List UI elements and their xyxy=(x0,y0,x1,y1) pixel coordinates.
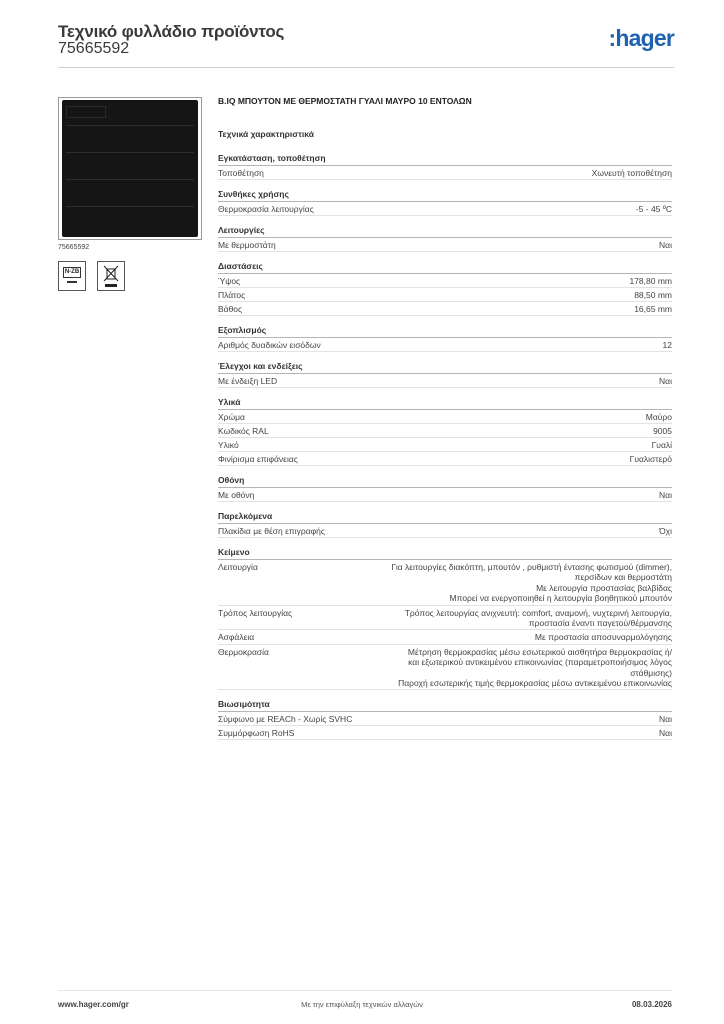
spec-group-title: Διαστάσεις xyxy=(218,261,672,274)
spec-value: -5 - 45 ºC xyxy=(635,204,672,214)
device-display xyxy=(66,106,106,118)
spec-group xyxy=(218,699,672,740)
spec-value-line: Με λειτουργία προστασίας βαλβίδας xyxy=(536,582,672,593)
spec-group-title: Έλεγχοι και ενδείξεις xyxy=(218,361,672,374)
spec-content xyxy=(218,96,672,749)
spec-group xyxy=(218,261,672,316)
spec-row xyxy=(218,424,672,438)
product-image xyxy=(58,97,202,240)
spec-group-title: Παρελκόμενα xyxy=(218,511,672,524)
spec-label: Συμμόρφωση RoHS xyxy=(218,728,295,739)
spec-row xyxy=(218,726,672,740)
spec-group xyxy=(218,547,672,690)
spec-value xyxy=(338,562,672,605)
nzb-icon: N-ZB xyxy=(63,267,81,278)
spec-group-title: Οθόνη xyxy=(218,475,672,488)
spec-row xyxy=(218,410,672,424)
hager-logo: :hager xyxy=(608,25,674,51)
spec-value: 88,50 mm xyxy=(634,290,672,300)
spec-group-title: Συνθήκες χρήσης xyxy=(218,189,672,202)
spec-value-line: και εξωτερικού αντικειμένου επικοινωνίας (παραμετροποιήσιμος λόγος xyxy=(408,657,672,668)
footer-website-link[interactable]: www.hager.com/gr xyxy=(58,1000,129,1009)
footer-divider xyxy=(58,990,672,991)
spec-row xyxy=(218,166,672,180)
nzb-badge xyxy=(58,261,86,291)
document-title: Τεχνικό φυλλάδιο προϊόντος xyxy=(58,22,285,41)
product-title: B.IQ ΜΠΟΥΤΟΝ ΜΕ ΘΕΡΜΟΣΤΑΤΗ ΓΥΑΛΙ ΜΑΥΡΟ 10 ΕΝΤΟΛΩΝ xyxy=(218,96,472,106)
spec-value: 178,80 mm xyxy=(629,276,672,286)
spec-group-title: Κείμενο xyxy=(218,547,672,560)
spec-row xyxy=(218,438,672,452)
spec-label: Κωδικός RAL xyxy=(218,426,269,436)
footer-date: 08.03.2026 xyxy=(631,1000,672,1009)
spec-label: Τοποθέτηση xyxy=(218,168,264,178)
spec-value: Μαύρο xyxy=(645,412,672,422)
spec-row xyxy=(218,302,672,316)
spec-value-line: περσίδων και θερμοστάτη xyxy=(574,572,672,583)
spec-value: Όχι xyxy=(659,526,672,536)
device-button-divider xyxy=(66,125,194,126)
spec-group xyxy=(218,225,672,252)
spec-value: Ναι xyxy=(659,490,672,500)
spec-value: Ναι xyxy=(659,376,672,386)
spec-label: Με θερμοστάτη xyxy=(218,240,276,250)
nzb-icon-base xyxy=(67,281,77,283)
spec-value: Ναι xyxy=(659,240,672,250)
spec-group-title: Εξοπλισμός xyxy=(218,325,672,338)
spec-group xyxy=(218,325,672,352)
device-button-divider xyxy=(66,152,194,153)
spec-group-title: Εγκατάσταση, τοποθέτηση xyxy=(218,153,672,166)
spec-value: 9005 xyxy=(653,426,672,436)
spec-group xyxy=(218,153,672,180)
image-caption: 75665592 xyxy=(58,244,90,251)
spec-label: Ύψος xyxy=(218,276,241,286)
spec-row xyxy=(218,488,672,502)
spec-row xyxy=(218,606,672,631)
spec-row xyxy=(218,288,672,302)
technical-characteristics-heading: Τεχνικά χαρακτηριστικά xyxy=(218,129,314,139)
spec-value-line: προστασία έναντι παγετού/θέρμανσης xyxy=(528,618,672,629)
spec-value: Ναι xyxy=(659,714,672,725)
spec-group xyxy=(218,511,672,538)
weee-bar-icon xyxy=(105,284,117,287)
spec-label: Χρώμα xyxy=(218,412,245,422)
document-product-code: 75665592 xyxy=(58,40,130,57)
spec-label: Με ένδειξη LED xyxy=(218,376,278,386)
spec-group xyxy=(218,189,672,216)
spec-label: Τρόπος λειτουργίας xyxy=(218,607,293,618)
spec-value xyxy=(338,632,672,643)
spec-row xyxy=(218,712,672,726)
spec-value: Γυαλί xyxy=(651,440,672,450)
spec-value: Ναι xyxy=(659,728,672,739)
spec-group xyxy=(218,361,672,388)
spec-row xyxy=(218,452,672,466)
spec-row xyxy=(218,202,672,216)
spec-value-line: Τρόπος λειτουργίας ανιχνευτή: comfort, αναμονή, νυχτερινή λειτουργία, xyxy=(404,607,672,618)
spec-row xyxy=(218,524,672,538)
crossed-bin-icon xyxy=(103,265,119,286)
spec-label: Σύμφωνο με REACh - Χωρίς SVHC xyxy=(218,714,353,725)
spec-value-line: Μέτρηση θερμοκρασίας μέσω εσωτερικού αισθητήρα θερμοκρασίας ή/ xyxy=(407,646,672,657)
spec-label: Θερμοκρασία xyxy=(218,646,269,657)
spec-label: Αριθμός δυαδικών εισόδων xyxy=(218,340,321,350)
spec-label: Ασφάλεια xyxy=(218,632,255,643)
spec-row xyxy=(218,560,672,606)
spec-value: 12 xyxy=(662,340,672,350)
spec-row xyxy=(218,274,672,288)
spec-value-line: Για λειτουργίες διακόπτη, μπουτόν , ρυθμιστή έντασης φωτισμού (dimmer), xyxy=(391,562,672,572)
spec-value-line: στάθμισης) xyxy=(630,667,672,678)
spec-row xyxy=(218,338,672,352)
spec-label: Βάθος xyxy=(218,304,243,314)
spec-label: Υλικό xyxy=(218,440,239,450)
spec-group xyxy=(218,397,672,466)
spec-row xyxy=(218,374,672,388)
page-header xyxy=(58,20,674,68)
spec-group xyxy=(218,475,672,502)
spec-value: Γυαλιστερό xyxy=(629,454,672,464)
spec-label: Λειτουργία xyxy=(218,562,258,572)
spec-value-line: Μπορεί να ενεργοποιηθεί η λειτουργία βοηθητικού μπουτόν xyxy=(449,593,672,604)
spec-group-title: Υλικά xyxy=(218,397,672,410)
spec-value: Χωνευτή τοποθέτηση xyxy=(591,168,672,178)
spec-value-line: Με προστασία αποσυναρμολόγησης xyxy=(534,632,672,643)
footer-disclaimer: Με την επιφύλαξη τεχνικών αλλαγών xyxy=(301,1000,423,1009)
spec-group-title: Βιωσιμότητα xyxy=(218,699,672,712)
spec-label: Πλάτος xyxy=(218,290,246,300)
weee-badge xyxy=(97,261,125,291)
spec-label: Θερμοκρασία λειτουργίας xyxy=(218,204,314,214)
spec-group-title: Λειτουργίες xyxy=(218,225,672,238)
spec-value xyxy=(338,647,672,690)
spec-value-line: Παροχή εσωτερικής τιμής θερμοκρασίας μέσω αντικειμένου επικοινωνίας xyxy=(398,678,672,689)
spec-row xyxy=(218,630,672,644)
spec-row xyxy=(218,238,672,252)
device-button-divider xyxy=(66,206,194,207)
spec-groups xyxy=(218,153,672,740)
spec-row xyxy=(218,645,672,691)
thermostat-push-button-device xyxy=(62,100,198,237)
spec-value xyxy=(338,608,672,630)
spec-label: Με οθόνη xyxy=(218,490,255,500)
spec-label: Πλακίδια με θέση επιγραφής xyxy=(218,526,325,536)
device-button-divider xyxy=(66,179,194,180)
spec-value: 16,65 mm xyxy=(634,304,672,314)
spec-label: Φινίρισμα επιφάνειας xyxy=(218,454,298,464)
